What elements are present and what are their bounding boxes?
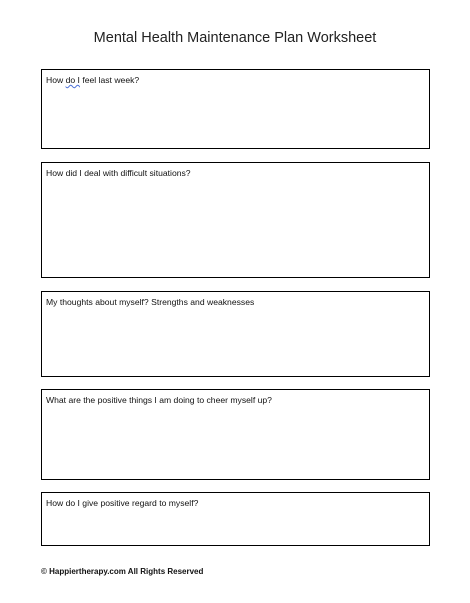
answer-box-positive-things[interactable] [41,389,430,480]
prompt-label-thoughts-about-myself: My thoughts about myself? Strengths and weaknesses [46,297,255,307]
copyright-footer: © Happiertherapy.com All Rights Reserved [41,567,204,576]
prompt-label-positive-things: What are the positive things I am doing to cheer myself up? [46,395,272,405]
prompt-label-difficult-situations: How did I deal with difficult situations? [46,168,191,178]
prompt-label-last-week: How do I feel last week? [46,75,140,85]
answer-box-positive-regard[interactable] [41,492,430,546]
spellcheck-marked-text: do I [65,75,80,85]
prompt-label-positive-regard: How do I give positive regard to myself? [46,498,199,508]
page-title: Mental Health Maintenance Plan Worksheet [93,30,377,46]
answer-box-thoughts-about-myself[interactable] [41,291,430,377]
answer-box-difficult-situations[interactable] [41,162,430,278]
answer-box-last-week[interactable] [41,69,430,149]
